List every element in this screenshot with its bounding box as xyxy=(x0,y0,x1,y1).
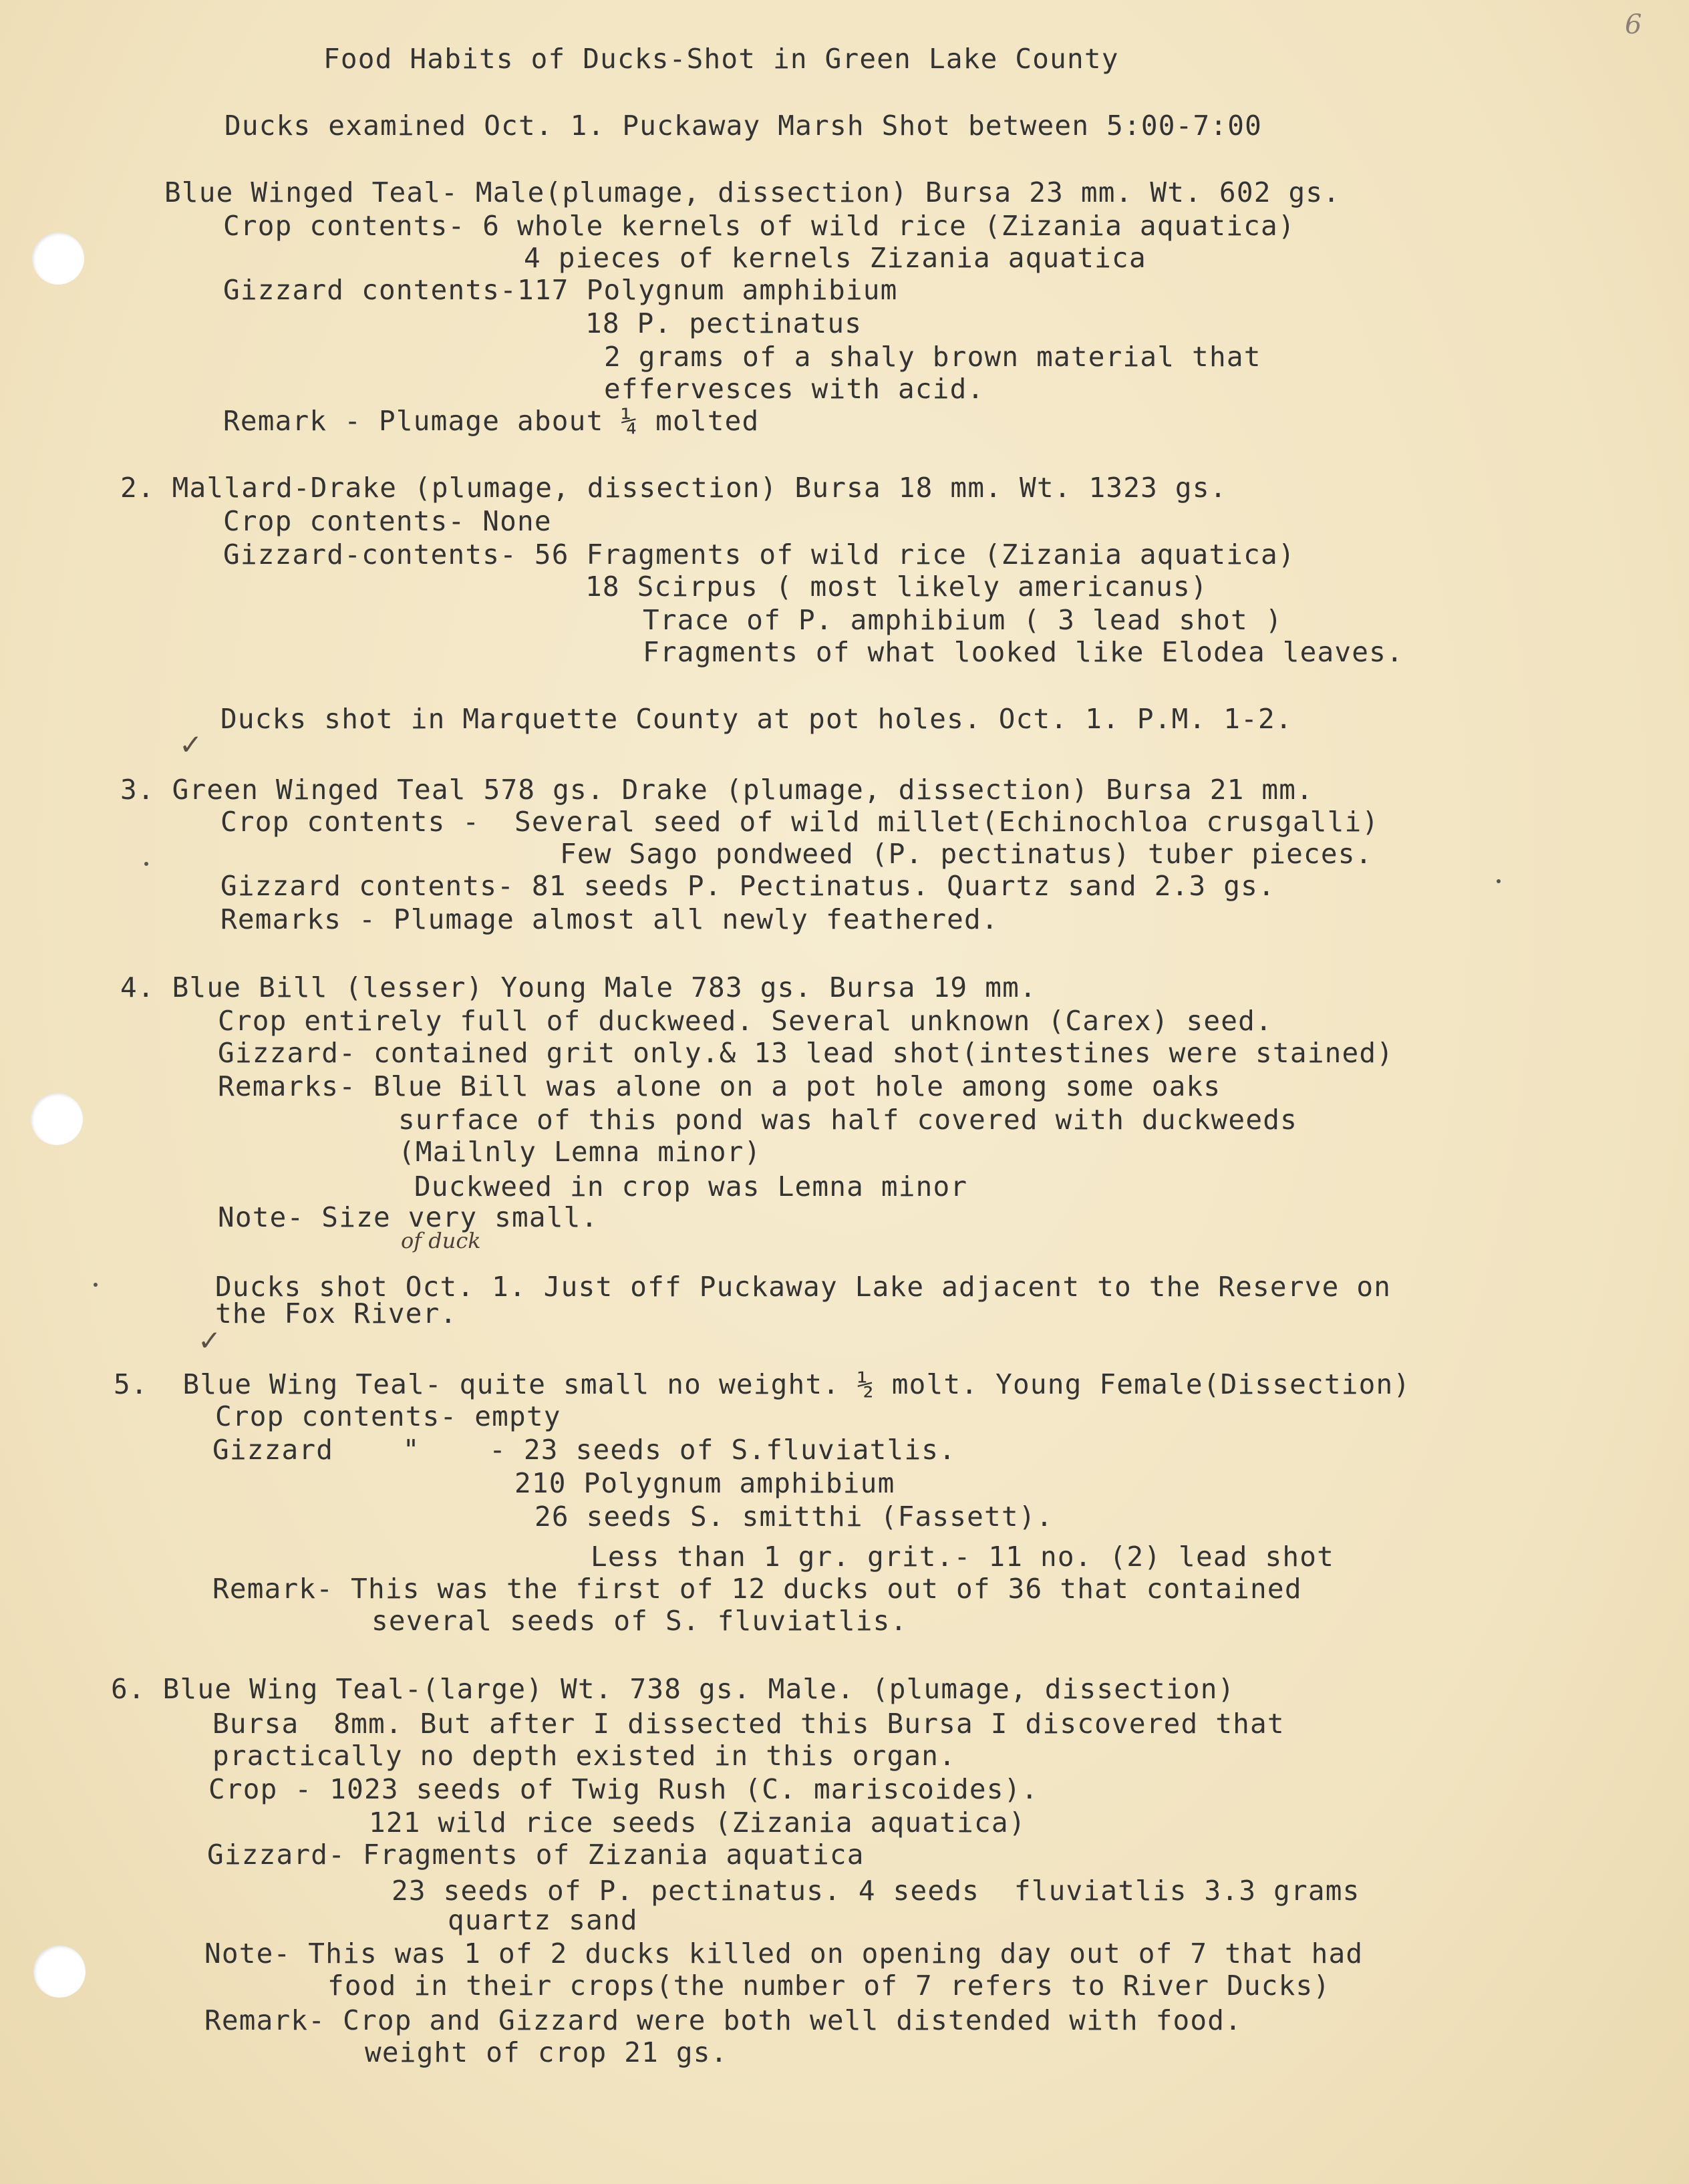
section-header-fox-river: the Fox River. xyxy=(215,1297,458,1330)
entry-line: 18 Scirpus ( most likely americanus) xyxy=(585,571,1208,603)
punch-hole-bottom xyxy=(33,1945,86,1998)
check-mark: ✓ xyxy=(198,1324,222,1357)
entry-line: 18 P. pectinatus xyxy=(585,307,863,339)
entry-line: 4. Blue Bill (lesser) Young Male 783 gs. Bursa 19 mm. xyxy=(120,971,1037,1003)
entry-line: 5. Blue Wing Teal- quite small no weight. ½ molt. Young Female(Dissection) xyxy=(114,1368,1411,1400)
entry-line: Gizzard contents-117 Polygnum amphibium xyxy=(223,274,898,306)
entry-line: Gizzard " - 23 seeds of S.fluviatlis. xyxy=(212,1434,957,1466)
entry-line: Remark- Crop and Gizzard were both well distended with food. xyxy=(204,2004,1243,2036)
entry-line: Crop - 1023 seeds of Twig Rush (C. mariscoides). xyxy=(208,1773,1039,1805)
entry-line: Gizzard- contained grit only.& 13 lead shot(intestines were stained) xyxy=(218,1037,1394,1069)
check-mark: ✓ xyxy=(179,728,203,761)
entry-line: Trace of P. amphibium ( 3 lead shot ) xyxy=(643,604,1283,636)
entry-line: surface of this pond was half covered with duckweeds xyxy=(398,1104,1297,1136)
entry-line: Remarks- Blue Bill was alone on a pot hole among some oaks xyxy=(218,1070,1221,1102)
entry-line: 3. Green Winged Teal 578 gs. Drake (plumage, dissection) Bursa 21 mm. xyxy=(120,774,1314,806)
entry-line: Gizzard-contents- 56 Fragments of wild rice (Zizania aquatica) xyxy=(223,538,1295,571)
entry-line: weight of crop 21 gs. xyxy=(365,2036,728,2068)
entry-line: Note- This was 1 of 2 ducks killed on opening day out of 7 that had xyxy=(204,1937,1364,1970)
entry-line: Note- Size very small. xyxy=(218,1201,599,1233)
entry-line: 23 seeds of P. pectinatus. 4 seeds fluviatlis 3.3 grams xyxy=(392,1875,1360,1907)
entry-line: Remarks - Plumage almost all newly feathered. xyxy=(220,903,999,935)
entry-line: Less than 1 gr. grit.- 11 no. (2) lead shot xyxy=(591,1541,1335,1573)
entry-line: 6. Blue Wing Teal-(large) Wt. 738 gs. Male. (plumage, dissection) xyxy=(111,1673,1235,1705)
handwritten-note: of duck xyxy=(401,1228,481,1253)
entry-line: Crop entirely full of duckweed. Several unknown (Carex) seed. xyxy=(218,1005,1273,1037)
entry-line: several seeds of S. fluviatlis. xyxy=(371,1605,908,1637)
section-header-fox-river: Ducks shot Oct. 1. Just off Puckaway Lake adjacent to the Reserve on xyxy=(215,1271,1392,1303)
entry-line: 4 pieces of kernels Zizania aquatica xyxy=(524,242,1146,274)
section-header-marquette-county: Ducks shot in Marquette County at pot holes. Oct. 1. P.M. 1-2. xyxy=(220,703,1293,735)
entry-line: Gizzard- Fragments of Zizania aquatica xyxy=(207,1839,865,1871)
entry-line: Crop contents- 6 whole kernels of wild rice (Zizania aquatica) xyxy=(223,210,1295,242)
entry-line: Remark - Plumage about ¼ molted xyxy=(223,405,760,437)
entry-line: quartz sand xyxy=(448,1904,638,1936)
entry-line: food in their crops(the number of 7 refers to River Ducks) xyxy=(327,1970,1331,2002)
entry-line: 26 seeds S. smitthi (Fassett). xyxy=(534,1501,1054,1533)
entry-line: Crop contents - Several seed of wild millet(Echinochloa crusgalli) xyxy=(220,806,1380,838)
entry-line: (Mailnly Lemna minor) xyxy=(398,1136,762,1168)
entry-line: 2 grams of a shaly brown material that xyxy=(604,341,1261,373)
entry-line: 121 wild rice seeds (Zizania aquatica) xyxy=(369,1807,1026,1839)
entry-line: Remark- This was the first of 12 ducks out of 36 that contained xyxy=(212,1573,1302,1605)
entry-line: Duckweed in crop was Lemna minor xyxy=(414,1171,968,1203)
entry-line: 2. Mallard-Drake (plumage, dissection) Bursa 18 mm. Wt. 1323 gs. xyxy=(120,472,1227,504)
entry-line: Gizzard contents- 81 seeds P. Pectinatus. Quartz sand 2.3 gs. xyxy=(220,870,1275,902)
entry-line: Blue Winged Teal- Male(plumage, dissection) Bursa 23 mm. Wt. 602 gs. xyxy=(164,176,1341,208)
stray-dot xyxy=(1497,879,1501,883)
page-number-mark: 6 xyxy=(1625,9,1642,40)
entry-line: Few Sago pondweed (P. pectinatus) tuber pieces. xyxy=(560,838,1373,870)
entry-line: Crop contents- None xyxy=(223,505,552,537)
entry-line: 210 Polygnum amphibium xyxy=(514,1467,895,1499)
entry-line: effervesces with acid. xyxy=(604,373,985,405)
entry-line: Crop contents- empty xyxy=(215,1400,561,1432)
entry-line: Bursa 8mm. But after I dissected this Bursa I discovered that xyxy=(212,1708,1285,1740)
entry-line: practically no depth existed in this organ. xyxy=(212,1740,957,1772)
entry-line: Fragments of what looked like Elodea leaves. xyxy=(643,636,1404,668)
section-header-puckaway-marsh: Ducks examined Oct. 1. Puckaway Marsh Shot between 5:00-7:00 xyxy=(224,110,1263,142)
stray-dot xyxy=(144,862,148,866)
stray-dot xyxy=(94,1283,98,1287)
page-title: Food Habits of Ducks-Shot in Green Lake County xyxy=(323,43,1119,75)
punch-hole-top xyxy=(32,232,84,285)
punch-hole-middle xyxy=(31,1093,83,1145)
